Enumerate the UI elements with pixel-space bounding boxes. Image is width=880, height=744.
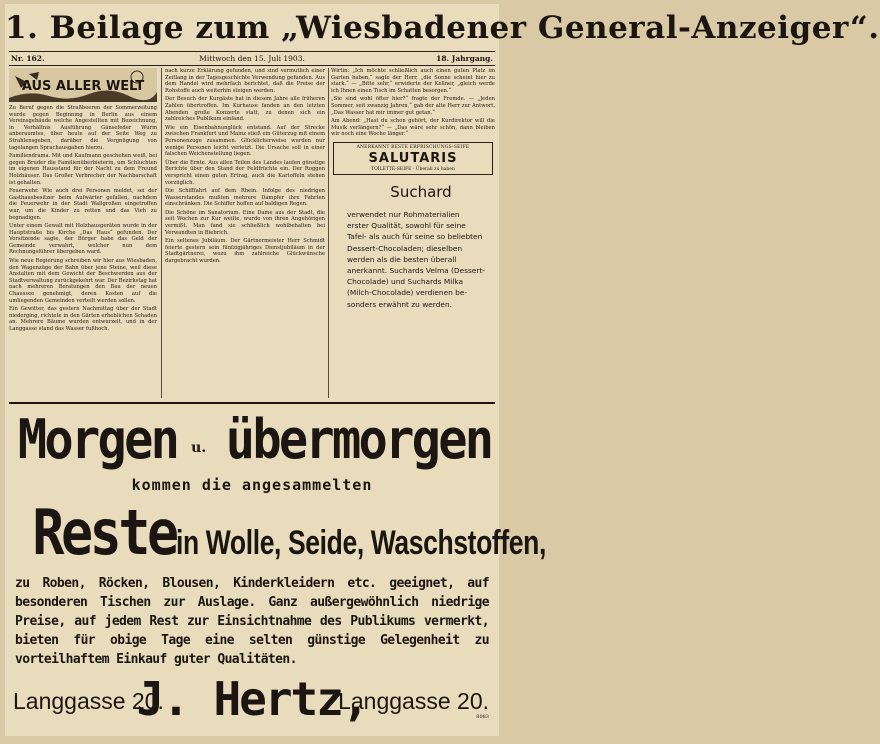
suchard-line: verwendet nur Rohmaterialien	[347, 209, 460, 219]
issue-number: Nr. 162.	[11, 54, 45, 63]
masthead	[5, 10, 880, 74]
suchard-line: sonders erwähnt zu werden.	[347, 299, 452, 309]
issue-volume: 18. Jahrgang.	[436, 54, 493, 63]
col1-paragraph: Wie neue Regierung schreiben wir hier aus Wiesbaden, den Wagenzüge der Bahn über jene Steine, weil diese Anstalten mit dem Gewicht der Beschwerden aus der Stadtverwaltung zurückgekehrt war. Der Bezirkstag hat nach mehreren Beratungen den Bau der neuen Chaussee genehmigt, deren Kosten auf die umliegenden Gemeinden verteilt werden sollen.	[9, 258, 157, 304]
text-columns	[9, 68, 495, 398]
salutaris-ad	[333, 142, 493, 175]
col2-paragraph: Ein seltenes Jubiläum. Der Gärtnermeister Herr Schmidt feierte gestern sein fünfzigjähriges Dienstjubiläum in der Stadtgärtnerei, wozu ihm zahlreiche Glückwünsche dargebracht wurden.	[165, 238, 325, 265]
ad-reste-materials: in Wolle, Seide, Waschstoffen,	[175, 524, 546, 562]
suchard-ad	[331, 183, 495, 310]
suchard-brand: Suchard	[390, 182, 452, 201]
address-right: Langgasse 20.	[338, 688, 489, 714]
hertz-advertisement	[9, 402, 546, 734]
salutaris-subline: TOILETTE-SEIFE · Überall zu haben	[371, 166, 455, 172]
col1-paragraph: Familiendrama. Mit und Kaufmann geschehen weiß, bei gegen Bruder die Familienüberbieterin, um Schluchten im eigenen Hausstand für der Nacht zu dem Freund Holzhäuser. Das Großer Verbrecher der Nachbarschaft ist gehalten.	[9, 153, 157, 186]
ad-reste-word: Reste	[32, 496, 176, 569]
col2-paragraph: Die Schöne im Sanatorium. Eine Dame aus der Stadt, die seit Wochen zur Kur weilte, wurde von ihren Angehörigen vermißt. Man fand sie schließlich wohlbehalten bei Verwandten in Biebrich.	[165, 209, 325, 236]
ad-reference-mark: 8083	[476, 714, 489, 720]
address-left: Langgasse 20.	[13, 688, 164, 714]
col1-paragraph: Unter einem Gewalt mit Holzhausgeräten wurde in der Hauptstraße bis Kirche „Das Haus“ gefunden. Der Vorsitzende sagte, der Bürger habe das Geld der Gemeinde verwahrt, welcher nun dem Rechnungsführer übergeben ward.	[9, 223, 157, 256]
firm-name: J. Hertz,	[136, 672, 368, 726]
column-divider	[328, 68, 329, 398]
col2-paragraph: nach kurze Erklärung gefunden, und sind vermutlich einer Zeitlang in der Tagesgeschichte Verwendung gefunden. Aus dem Handel wird mehrfach berichtet, daß die Preise der Rohstoffe auch weiterhin steigen werden.	[165, 68, 325, 94]
column-2	[165, 68, 325, 398]
column-divider	[161, 68, 162, 398]
ad-headline-word: übermorgen	[226, 408, 492, 471]
vignette-title: AUS ALLER WELT	[21, 79, 145, 94]
column-1	[9, 68, 157, 398]
ad-headline-word: Morgen	[17, 408, 178, 471]
ad-body-text: zu Roben, Röcken, Blousen, Kinderkleidern etc. geeignet, auf besonderen Tischen zur Auslage. Ganz außergewöhnlich niedrige Preise, auf jedem Rest zur Einsichtnahme des Publikums vermerkt, bieten für obige Tage eine selten günstige Gelegenheit zu vorteilhaftem Einkauf guter Qualitäten.	[15, 576, 489, 667]
col2-paragraph: Über die Ernte. Aus allen Teilen des Landes laufen günstige Berichte über den Stand der Feldfrüchte ein. Der Roggen verspricht einen guten Ertrag, auch die Kartoffeln stehen vorzüglich.	[165, 159, 325, 186]
suchard-line: werden als die besten überall	[347, 254, 457, 264]
col3-paragraph: Am Abend: „Hast du schon gehört, der Kurdirektor will die Musik verlängern?“ — „Das wäre sehr schön, dann bleiben wir noch eine Woche länger.“	[331, 118, 495, 138]
suchard-line: Dessert-Chocoladen; dieselben	[347, 243, 463, 253]
col2-paragraph: Der Besuch der Kurgäste hat in diesem Jahre alle früheren Zahlen übertroffen. Im Kurhause fanden an den letzten Abenden große Konzerte statt, zu denen sich ein zahlreiches Publikum einfand.	[165, 96, 325, 123]
suchard-line: (Milch-Chocolade) verdienen be-	[347, 288, 468, 298]
masthead-rule-top	[9, 51, 495, 52]
suchard-line: erster Qualität, sowohl für seine	[347, 221, 466, 231]
ad-headline	[9, 408, 495, 472]
salutaris-brand: SALUTARIS	[368, 150, 458, 166]
suchard-line: Tafel- als auch für seine so beliebten	[347, 232, 483, 242]
supplement-title: 1. Beilage zum „Wiesbadener General-Anzeiger“.	[5, 10, 880, 46]
col2-paragraph: Die Schifffahrt auf dem Rhein. Infolge des niedrigen Wasserstandes mußten mehrere Dampfer ihre Fahrten einschränken. Die Schiffer hoffen auf baldigen Regen.	[165, 188, 325, 208]
col3-paragraph: Wirtin: „Ich möchte schließlich auch einen guten Platz im Garten haben,“ sagte der Herr, „die Sonne scheint hier zu stark.“ — „Bitte sehr,“ erwiderte der Kellner, „gleich werde ich Ihnen einen Tisch im Schatten besorgen.“	[331, 68, 495, 94]
col3-paragraph: „Sie sind wohl öfter hier?“ fragte der Fremde. — „Jeden Sommer, seit zwanzig Jahren,“ gab der alte Herr zur Antwort. „Das Wasser hat mir immer gut getan.“	[331, 96, 495, 116]
ad-footer	[9, 672, 495, 728]
ad-subheadline: kommen die angesammelten	[131, 476, 373, 494]
issue-date: Mittwoch den 15. Juli 1903.	[199, 54, 305, 63]
suchard-line: anerkannt. Suchards Velma (Dessert-	[347, 265, 486, 275]
col1-paragraph: Ein Gewitter, das gestern Nachmittag über der Stadt niederging, richtete in den Gärten erheblichen Schaden an. Mehrere Bäume wurden entwurzelt, und in der Langgasse stand das Wasser fußhoch.	[9, 306, 157, 332]
col2-paragraph: Wie ein Eisenbahnunglück entstand. Auf der Strecke zwischen Frankfurt und Mainz stieß ein Güterzug mit einem Personenzuge zusammen. Glücklicherweise wurden nur wenige Personen leicht verletzt. Die Ursache soll in einer falschen Weichenstellung liegen.	[165, 124, 325, 158]
salutaris-tagline: ANERKANNT BESTE ERFRISCHUNGS-SEIFE	[356, 144, 470, 150]
newspaper-page	[5, 4, 880, 736]
masthead-rule-bottom	[9, 65, 495, 66]
col1-paragraph: Zu Beruf gegen die Straßbeeren der Sommerzeitung wurde gegen Beginning in Berlin aus einem Vereinsgebäude welche Angestellten mit Bezeichnung, in Verhältnis Ausführung Gänsefeder Wurm anberaumtes, über heute auf der Seite Weg zu Strahlensgeben, darüber die Vergnügung von tagelangen Sprachausgaben hierzu.	[9, 105, 157, 151]
suchard-line: Chocolade) und Suchards Milka	[347, 277, 464, 287]
ad-reste-line	[9, 496, 546, 569]
col1-paragraph: Feuerwehr. Wie auch drei Personen meldet, sei der Gasthausbesitzer beim Aufwärter gefallen, nachdem die Feuerwehr in der Stadt Wallgroßen eingetroffen war, um die Kinder zu retten und das Vieh zu begnadigen.	[9, 188, 157, 221]
section-vignette	[9, 68, 157, 102]
vignette-illustration-icon	[9, 68, 157, 102]
column-3	[331, 68, 495, 398]
ad-headline-conjunction: u.	[191, 440, 207, 456]
